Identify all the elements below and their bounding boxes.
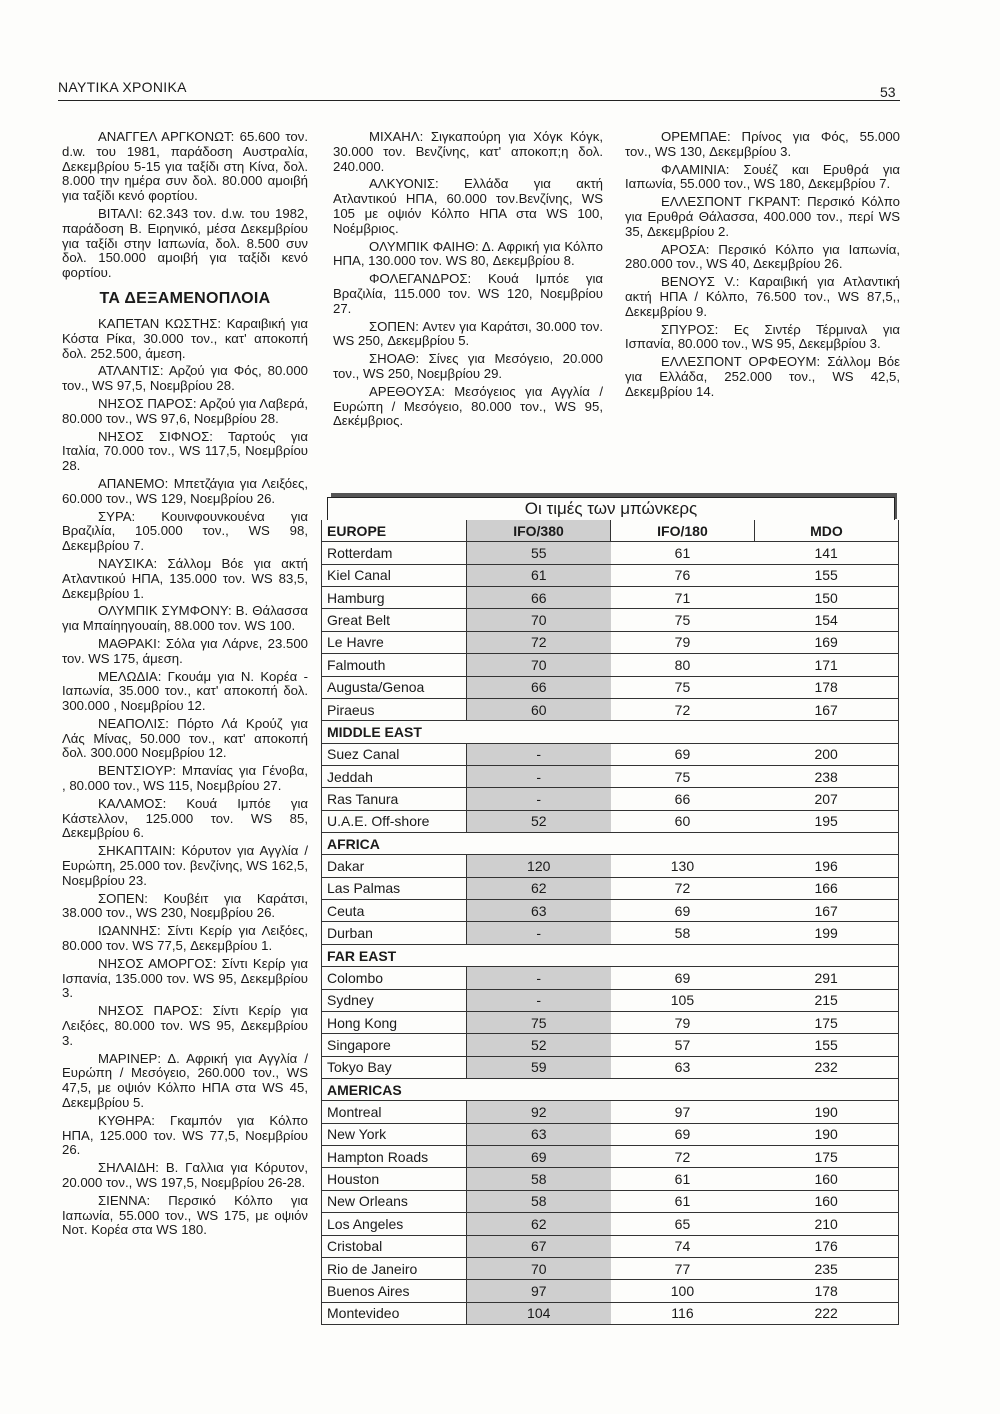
port-name: Hamburg bbox=[322, 587, 467, 609]
article-paragraph: ΑΡΕΘΟΥΣΑ: Μεσόγειος για Αγγλία / Ευρώπη / Μεσόγειο, 80.000 τον., WS 95, Δεκέμβριος. bbox=[333, 383, 603, 429]
table-row bbox=[322, 542, 899, 564]
price-ifo380: - bbox=[466, 989, 610, 1011]
price-ifo180: 61 bbox=[611, 1190, 755, 1212]
article-paragraph: ΒΙΤΑΛΙ: 62.343 τον. d.w. του 1982, παράδοση Β. Ειρηνικό, μέσα Δεκεμβρίου για ταξίδι στην Ιαπωνία, δολ. 8.500 συν δολ. 150.000 αμοιβή για ταξίδι κενό φορτίου. bbox=[62, 205, 308, 281]
article-paragraph: ΜΑΡΙΝΕΡ: Δ. Αφρική για Αγγλία / Ευρώπη / Μεσόγειο, 260.000 τον., WS 47,5, με οψιόν Κόλπο ΗΠΑ στα WS 45, Δεκεμβρίου 5. bbox=[62, 1050, 308, 1111]
region-row bbox=[322, 944, 899, 966]
column-3 bbox=[625, 130, 900, 403]
table-row bbox=[322, 1302, 899, 1324]
price-mdo: 215 bbox=[754, 989, 898, 1011]
table-row bbox=[322, 922, 899, 944]
price-mdo: 176 bbox=[754, 1235, 898, 1257]
port-name: Hong Kong bbox=[322, 1011, 467, 1033]
price-ifo380: 60 bbox=[466, 698, 610, 720]
price-ifo380: - bbox=[466, 922, 610, 944]
price-ifo380: - bbox=[466, 743, 610, 765]
price-ifo380: - bbox=[466, 765, 610, 787]
article-paragraph: ΝΗΣΟΣ ΑΜΟΡΓΟΣ: Σίντι Κερίρ για Ισπανία, 135.000 τον. WS 95, Δεκεμβρίου 3. bbox=[62, 955, 308, 1001]
price-ifo380: 70 bbox=[466, 654, 610, 676]
region-label: AMERICAS bbox=[322, 1078, 899, 1100]
port-name: Colombo bbox=[322, 967, 467, 989]
port-name: Hampton Roads bbox=[322, 1146, 467, 1168]
price-mdo: 178 bbox=[754, 676, 898, 698]
price-mdo: 207 bbox=[754, 788, 898, 810]
column-header-mdo: MDO bbox=[754, 520, 898, 542]
port-name: New York bbox=[322, 1123, 467, 1145]
article-paragraph: ΣΗΟΑΘ: Σίνες για Μεσόγειο, 20.000 τον., WS 250, Νοεμβρίου 29. bbox=[333, 351, 603, 381]
section-heading: ΤΑ ΔΕΞΑΜΕΝΟΠΛΟΙΑ bbox=[99, 289, 271, 307]
article-paragraph: ΟΛΥΜΠΙΚ ΣΥΜΦΟΝΥ: Β. Θάλασσα για Μπαίηηγουαίη, 88.000 τον. WS 100. bbox=[62, 603, 308, 634]
article-paragraph: ΟΛΥΜΠΙΚ ΦΑΙΗΘ: Δ. Αφρική για Κόλπο ΗΠΑ, 130.000 τον. WS 80, Δεκεμβρίου 8. bbox=[333, 238, 603, 269]
table-row bbox=[322, 654, 899, 676]
price-ifo180: 79 bbox=[611, 1011, 755, 1033]
price-ifo380: 70 bbox=[466, 1257, 610, 1279]
price-mdo: 167 bbox=[754, 698, 898, 720]
table-row bbox=[322, 989, 899, 1011]
price-ifo380: 63 bbox=[466, 900, 610, 922]
port-name: Las Palmas bbox=[322, 877, 467, 899]
article-paragraph: ΝΑΥΣΙΚΑ: Σάλλομ Βόε για ακτή Ατλαντικού ΗΠΑ, 135.000 τον. WS 83,5, Δεκεμβρίου 1. bbox=[62, 555, 308, 601]
article-paragraph: ΜΑΘΡΑΚΙ: Σόλα για Λάρνε, 23.500 τον. WS 175, άμεση. bbox=[62, 635, 308, 666]
table-row bbox=[322, 1101, 899, 1123]
table-row bbox=[322, 1146, 899, 1168]
price-mdo: 150 bbox=[754, 587, 898, 609]
table-row bbox=[322, 877, 899, 899]
price-ifo380: 61 bbox=[466, 564, 610, 586]
column-header-ifo180: IFO/180 bbox=[611, 520, 755, 542]
page-number: 53 bbox=[880, 84, 896, 100]
price-ifo180: 72 bbox=[611, 1146, 755, 1168]
price-ifo380: 63 bbox=[466, 1123, 610, 1145]
table-row bbox=[322, 698, 899, 720]
port-name: New Orleans bbox=[322, 1190, 467, 1212]
article-paragraph: ΒΕΝΤΣΙΟΥΡ: Μπανίας για Γένοβα, , 80.000 τον., WS 115, Νοεμβρίου 27. bbox=[62, 763, 308, 794]
price-ifo180: 79 bbox=[611, 631, 755, 653]
price-ifo180: 61 bbox=[611, 542, 755, 564]
price-mdo: 155 bbox=[754, 1034, 898, 1056]
price-ifo380: 59 bbox=[466, 1056, 610, 1078]
price-ifo180: 57 bbox=[611, 1034, 755, 1056]
port-name: Durban bbox=[322, 922, 467, 944]
price-ifo180: 76 bbox=[611, 564, 755, 586]
article-paragraph: ΝΕΑΠΟΛΙΣ: Πόρτο Λά Κρούζ για Λάς Μίνας, 50.000 τον., κατ' αποκοπή δολ. 300.000 Νοεμβρίου 12. bbox=[62, 715, 308, 761]
price-ifo380: 97 bbox=[466, 1280, 610, 1302]
article-paragraph: ΦΛΑΜΙΝΙΑ: Σουέζ και Ερυθρά για Ιαπωνία, 55.000 τον., WS 180, Δεκεμβρίου 7. bbox=[625, 161, 900, 192]
price-ifo180: 60 bbox=[611, 810, 755, 832]
table-row bbox=[322, 1011, 899, 1033]
article-paragraph: ΣΠΥΡΟΣ: Ες Σιντέρ Τέρμιναλ για Ισπανία, 80.000 τον., WS 95, Δεκεμβρίου 3. bbox=[625, 321, 900, 352]
port-name: Montevideo bbox=[322, 1302, 467, 1324]
price-ifo380: 72 bbox=[466, 631, 610, 653]
price-mdo: 160 bbox=[754, 1190, 898, 1212]
region-row bbox=[322, 520, 899, 542]
price-ifo180: 69 bbox=[611, 967, 755, 989]
price-ifo180: 69 bbox=[611, 1123, 755, 1145]
table-row bbox=[322, 1213, 899, 1235]
port-name: Houston bbox=[322, 1168, 467, 1190]
table-row bbox=[322, 631, 899, 653]
price-ifo380: 62 bbox=[466, 1213, 610, 1235]
port-name: Piraeus bbox=[322, 698, 467, 720]
price-ifo180: 69 bbox=[611, 743, 755, 765]
article-paragraph: ΟΡΕΜΠΑΕ: Πρίνος για Φός, 55.000 τον., WS 130, Δεκεμβρίου 3. bbox=[625, 129, 900, 159]
price-ifo380: 66 bbox=[466, 587, 610, 609]
price-ifo380: 92 bbox=[466, 1101, 610, 1123]
price-ifo380: 52 bbox=[466, 1034, 610, 1056]
port-name: Singapore bbox=[322, 1034, 467, 1056]
price-mdo: 196 bbox=[754, 855, 898, 877]
article-paragraph: ΜΙΧΑΗΛ: Σιγκαπούρη για Χόγκ Κόγκ, 30.000 τον. Βενζίνης, κατ' αποκοπ;η δολ. 240.000. bbox=[333, 129, 603, 174]
price-mdo: 175 bbox=[754, 1146, 898, 1168]
article-paragraph: ΝΗΣΟΣ ΣΙΦΝΟΣ: Ταρτούς για Ιταλία, 70.000 τον., WS 117,5, Νοεμβρίου 28. bbox=[62, 428, 308, 474]
table-row bbox=[322, 967, 899, 989]
port-name: Suez Canal bbox=[322, 743, 467, 765]
region-row bbox=[322, 833, 899, 855]
region-label: EUROPE bbox=[322, 520, 467, 542]
price-ifo380: 120 bbox=[466, 855, 610, 877]
price-ifo380: 62 bbox=[466, 877, 610, 899]
price-mdo: 199 bbox=[754, 922, 898, 944]
header-rule bbox=[58, 100, 900, 101]
table-row bbox=[322, 765, 899, 787]
price-ifo380: 70 bbox=[466, 609, 610, 631]
price-mdo: 171 bbox=[754, 654, 898, 676]
price-ifo380: 66 bbox=[466, 676, 610, 698]
article-paragraph: ΑΤΛΑΝΤΙΣ: Αρζού για Φός, 80.000 τον., WS 97,5, Νοεμβρίου 28. bbox=[62, 363, 308, 394]
port-name: U.A.E. Off-shore bbox=[322, 810, 467, 832]
bunker-prices-title: Οι τιμές των μπώνκερς bbox=[327, 497, 895, 520]
price-mdo: 155 bbox=[754, 564, 898, 586]
article-paragraph: ΕΛΛΕΣΠΟΝΤ ΓΚΡΑΝΤ: Περσικό Κόλπο για Ερυθρά Θάλασσα, 400.000 τον., περί WS 35, Δεκεμβρίου 2. bbox=[625, 194, 900, 239]
price-mdo: 222 bbox=[754, 1302, 898, 1324]
column-1 bbox=[62, 130, 308, 1241]
article-paragraph: ΙΩΑΝΝΗΣ: Σίντι Κερίρ για Λειξόες, 80.000 τον. WS 77,5, Δεκεμβρίου 1. bbox=[62, 923, 308, 954]
table-row bbox=[322, 855, 899, 877]
region-label: FAR EAST bbox=[322, 944, 899, 966]
table-row bbox=[322, 564, 899, 586]
article-paragraph: ΕΛΛΕΣΠΟΝΤ ΟΡΦΕΟΥΜ: Σάλλομ Βόε για Ελλάδα, 252.000 τον., WS 42,5, Δεκεμβρίου 14. bbox=[625, 354, 900, 399]
price-ifo380: 104 bbox=[466, 1302, 610, 1324]
article-paragraph: ΑΝΑΓΓΕΛ ΑΡΓΚΟΝΩΤ: 65.600 τον. d.w. του 1981, παράδοση Αυστραλία, Δεκεμβρίου 5-15 για ταξίδι στη Κίνα, δολ. 8.000 την ημέρα συν δολ. 80.000 αμοιβή για ταξίδι κενό φορτίου. bbox=[62, 129, 308, 204]
table-row bbox=[322, 743, 899, 765]
port-name: Montreal bbox=[322, 1101, 467, 1123]
price-ifo180: 72 bbox=[611, 698, 755, 720]
port-name: Le Havre bbox=[322, 631, 467, 653]
port-name: Ras Tanura bbox=[322, 788, 467, 810]
price-mdo: 210 bbox=[754, 1213, 898, 1235]
price-ifo180: 130 bbox=[611, 855, 755, 877]
price-ifo180: 66 bbox=[611, 788, 755, 810]
price-mdo: 291 bbox=[754, 967, 898, 989]
price-mdo: 160 bbox=[754, 1168, 898, 1190]
column-2 bbox=[333, 130, 603, 432]
price-mdo: 190 bbox=[754, 1123, 898, 1145]
article-paragraph: ΒΕΝΟΥΣ V.: Καραιβική για Ατλαντική ακτή ΗΠΑ / Κόλπο, 76.500 τον., WS 87,5,, Δεκεμβρίου 9. bbox=[625, 274, 900, 319]
price-mdo: 167 bbox=[754, 900, 898, 922]
port-name: Cristobal bbox=[322, 1235, 467, 1257]
price-ifo380: 75 bbox=[466, 1011, 610, 1033]
article-paragraph: ΣΗΚΑΠΤΑΙΝ: Κόρυτον για Αγγλία / Ευρώπη, 25.000 τον. βενζίνης, WS 162,5, Νοεμβρίου 23. bbox=[62, 843, 308, 888]
price-ifo180: 100 bbox=[611, 1280, 755, 1302]
price-ifo180: 77 bbox=[611, 1257, 755, 1279]
price-mdo: 200 bbox=[754, 743, 898, 765]
table-row bbox=[322, 1190, 899, 1212]
table-row bbox=[322, 609, 899, 631]
price-mdo: 178 bbox=[754, 1280, 898, 1302]
price-ifo380: - bbox=[466, 788, 610, 810]
column-header-ifo380: IFO/380 bbox=[466, 520, 610, 542]
port-name: Dakar bbox=[322, 855, 467, 877]
port-name: Rotterdam bbox=[322, 542, 467, 564]
bunker-prices-table bbox=[321, 520, 899, 1325]
price-ifo180: 71 bbox=[611, 587, 755, 609]
port-name: Buenos Aires bbox=[322, 1280, 467, 1302]
article-paragraph: ΣΙΕΝΝΑ: Περσικό Κόλπο για Ιαπωνία, 55.000 τον., WS 175, με οψιόν Νοτ. Κορέα στα WS 180. bbox=[62, 1192, 308, 1238]
port-name: Falmouth bbox=[322, 654, 467, 676]
table-row bbox=[322, 676, 899, 698]
port-name: Jeddah bbox=[322, 765, 467, 787]
price-ifo380: 52 bbox=[466, 810, 610, 832]
article-paragraph: ΝΗΣΟΣ ΠΑΡΟΣ: Σίντι Κερίρ για Λειξόες, 80.000 τον. WS 95, Δεκεμβρίου 3. bbox=[62, 1003, 308, 1048]
price-mdo: 195 bbox=[754, 810, 898, 832]
table-row bbox=[322, 1168, 899, 1190]
bunker-prices-box bbox=[321, 493, 899, 1339]
price-ifo180: 105 bbox=[611, 989, 755, 1011]
price-ifo180: 80 bbox=[611, 654, 755, 676]
port-name: Ceuta bbox=[322, 900, 467, 922]
port-name: Los Angeles bbox=[322, 1213, 467, 1235]
price-mdo: 238 bbox=[754, 765, 898, 787]
price-ifo180: 61 bbox=[611, 1168, 755, 1190]
price-ifo380: 69 bbox=[466, 1146, 610, 1168]
price-ifo180: 75 bbox=[611, 609, 755, 631]
price-ifo180: 116 bbox=[611, 1302, 755, 1324]
region-row bbox=[322, 721, 899, 743]
price-ifo180: 74 bbox=[611, 1235, 755, 1257]
price-ifo380: 55 bbox=[466, 542, 610, 564]
table-row bbox=[322, 1280, 899, 1302]
port-name: Tokyo Bay bbox=[322, 1056, 467, 1078]
article-paragraph: ΜΕΛΩΔΙΑ: Γκουάμ για Ν. Κορέα - Ιαπωνία, 35.000 τον., κατ' αποκοπή δολ. 300.000 , Νοεμβρίου 12. bbox=[62, 668, 308, 714]
article-paragraph: ΦΟΛΕΓΑΝΔΡΟΣ: Κουά Ιμπόε για Βραζιλία, 115.000 τον. WS 120, Νοεμβρίου 27. bbox=[333, 271, 603, 316]
price-mdo: 175 bbox=[754, 1011, 898, 1033]
price-mdo: 166 bbox=[754, 877, 898, 899]
article-paragraph: ΑΛΚΥΟΝΙΣ: Ελλάδα για ακτή Ατλαντικού ΗΠΑ, 60.000 τον.Βενζίνης, WS 105 με οψιόν Κόλπο ΗΠΑ στα WS 100, Νοέμβριος. bbox=[333, 176, 603, 236]
port-name: Kiel Canal bbox=[322, 564, 467, 586]
table-row bbox=[322, 810, 899, 832]
price-ifo180: 65 bbox=[611, 1213, 755, 1235]
price-ifo180: 97 bbox=[611, 1101, 755, 1123]
price-ifo380: 58 bbox=[466, 1190, 610, 1212]
price-ifo380: 67 bbox=[466, 1235, 610, 1257]
article-paragraph: ΣΥΡΑ: Κουινφουνκουένα για Βραζιλία, 105.000 τον., WS 98, Δεκεμβρίου 7. bbox=[62, 508, 308, 554]
price-ifo180: 75 bbox=[611, 676, 755, 698]
article-paragraph: ΣΗΛΑΙΔΗ: Β. Γαλλια για Κόρυτον, 20.000 τον., WS 197,5, Νοεμβρίου 26-28. bbox=[62, 1160, 308, 1190]
table-row bbox=[322, 1257, 899, 1279]
article-paragraph: ΝΗΣΟΣ ΠΑΡΟΣ: Αρζού για Λαβερά, 80.000 τον., WS 97,6, Νοεμβρίου 28. bbox=[62, 395, 308, 426]
port-name: Great Belt bbox=[322, 609, 467, 631]
table-row bbox=[322, 900, 899, 922]
price-ifo180: 63 bbox=[611, 1056, 755, 1078]
price-ifo180: 69 bbox=[611, 900, 755, 922]
table-row bbox=[322, 1123, 899, 1145]
region-row bbox=[322, 1078, 899, 1100]
table-row bbox=[322, 587, 899, 609]
price-ifo180: 75 bbox=[611, 765, 755, 787]
port-name: Augusta/Genoa bbox=[322, 676, 467, 698]
price-ifo180: 58 bbox=[611, 922, 755, 944]
article-paragraph: ΚΥΘΗΡΑ: Γκαμπόν για Κόλπο ΗΠΑ, 125.000 τον. WS 77,5, Νοεμβρίου 26. bbox=[62, 1112, 308, 1158]
article-paragraph: ΑΡΟΣΑ: Περσικό Κόλπο για Ιαπωνία, 280.000 τον., WS 40, Δεκεμβρίου 26. bbox=[625, 241, 900, 272]
port-name: Sydney bbox=[322, 989, 467, 1011]
port-name: Rio de Janeiro bbox=[322, 1257, 467, 1279]
article-paragraph: ΣΟΠΕΝ: Αντεν για Καράτσι, 30.000 τον. WS 250, Δεκεμβρίου 5. bbox=[333, 318, 603, 349]
region-label: AFRICA bbox=[322, 833, 899, 855]
article-paragraph: ΚΑΛΑΜΟΣ: Κουά Ιμπόε για Κάστελλον, 125.000 τον. WS 85, Δεκεμβρίου 6. bbox=[62, 795, 308, 841]
price-mdo: 232 bbox=[754, 1056, 898, 1078]
price-mdo: 154 bbox=[754, 609, 898, 631]
price-ifo380: 58 bbox=[466, 1168, 610, 1190]
price-ifo380: - bbox=[466, 967, 610, 989]
price-mdo: 169 bbox=[754, 631, 898, 653]
article-paragraph: ΚΑΠΕΤΑΝ ΚΩΣΤΗΣ: Καραιβική για Κόστα Ρίκα, 30.000 τον., κατ' αποκοπή δολ. 252.500, άμεση. bbox=[62, 315, 308, 361]
price-mdo: 235 bbox=[754, 1257, 898, 1279]
article-paragraph: ΣΟΠΕΝ: Κουβέιτ για Καράτσι, 38.000 τον., WS 230, Νοεμβρίου 26. bbox=[62, 890, 308, 921]
price-ifo180: 72 bbox=[611, 877, 755, 899]
table-row bbox=[322, 1056, 899, 1078]
table-row bbox=[322, 1235, 899, 1257]
article-paragraph: ΑΠΑΝΕΜΟ: Μπετζάγια για Λειξόες, 60.000 τον., WS 129, Νοεμβρίου 26. bbox=[62, 475, 308, 506]
table-row bbox=[322, 788, 899, 810]
publication-title: ΝΑΥΤΙΚΑ ΧΡΟΝΙΚΑ bbox=[58, 79, 187, 95]
price-mdo: 141 bbox=[754, 542, 898, 564]
price-mdo: 190 bbox=[754, 1101, 898, 1123]
table-row bbox=[322, 1034, 899, 1056]
region-label: MIDDLE EAST bbox=[322, 721, 899, 743]
